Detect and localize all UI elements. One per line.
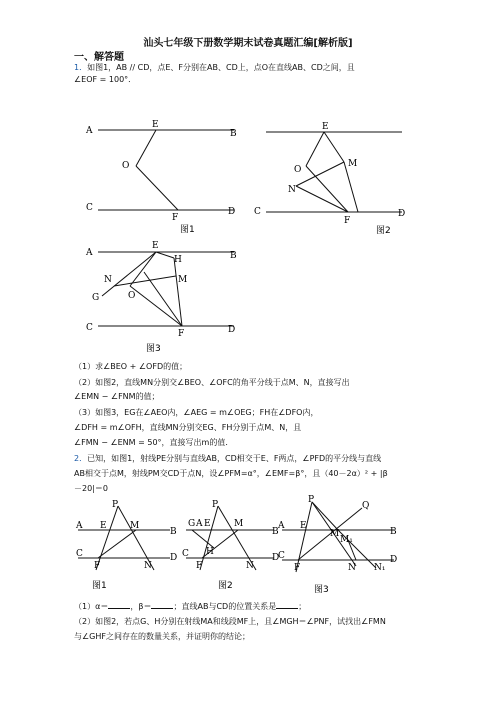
label-f: F <box>294 563 301 573</box>
q1-figure-3 <box>84 240 244 355</box>
label-n: N <box>348 563 356 573</box>
label-c: C <box>86 203 93 213</box>
label-n: N <box>288 185 296 195</box>
q2-figure-2 <box>182 500 282 592</box>
label-f: F <box>94 561 101 571</box>
label-b: B <box>170 527 177 537</box>
label-d: D <box>228 325 236 335</box>
q2-figure-1-caption: 图1 <box>92 581 107 591</box>
label-c: C <box>278 551 285 561</box>
label-b: B <box>390 527 397 537</box>
segment-fm <box>98 530 136 558</box>
q1-number: 1． <box>74 63 88 72</box>
label-f: F <box>196 561 203 571</box>
q1-sub3a: （3）如图3，EG在∠AEO内，∠AEG = m∠OEG；FH在∠DFO内， <box>74 408 319 417</box>
q1-line2: ∠EOF = 100°． <box>74 75 137 84</box>
label-a: A <box>76 521 83 531</box>
label-p: P <box>112 500 119 510</box>
q2-text3: －20|＝0 <box>74 484 108 493</box>
q2-figure-3-caption: 图3 <box>314 585 329 595</box>
relation-answer-blank <box>276 600 298 609</box>
label-c: C <box>76 549 83 559</box>
label-e: E <box>300 521 307 531</box>
section-heading: 一、解答题 <box>74 52 124 63</box>
label-a: A <box>196 519 203 529</box>
q2-sub2a: （2）如图2，若点G、H分别在射线MA和线段MF上，且∠MGH＝∠PNF，试找出∠FMN <box>74 617 386 626</box>
label-q: Q <box>362 501 370 511</box>
label-m: M <box>330 529 340 539</box>
label-o: O <box>128 291 136 301</box>
label-e: E <box>322 122 329 132</box>
label-f: F <box>344 216 351 226</box>
figure-3-caption: 图3 <box>146 344 161 354</box>
label-g: G <box>92 293 100 303</box>
q2-figure-2-caption: 图2 <box>218 581 233 591</box>
q1-sub3c: ∠FMN − ∠ENM = 50°，直接写出m的值． <box>74 438 234 447</box>
label-g: G <box>188 519 196 529</box>
line-mn <box>296 162 344 186</box>
q2-sub1 <box>74 600 306 613</box>
q1-text1: 如图1，AB // CD，点E、F分别在AB、CD上，点O在直线AB、CD之间，且 <box>87 63 355 72</box>
label-h: H <box>174 255 182 265</box>
label-c: C <box>86 323 93 333</box>
label-n: N <box>144 561 152 571</box>
ray-pe <box>296 502 312 572</box>
label-f: F <box>178 329 185 339</box>
label-d: D <box>228 207 236 217</box>
label-c: C <box>182 549 189 559</box>
label-m: M <box>178 275 188 285</box>
label-b: B <box>230 251 237 261</box>
segment-of <box>136 166 178 210</box>
label-e: E <box>152 120 159 130</box>
label-e: E <box>152 241 159 251</box>
label-n: N <box>104 275 112 285</box>
q2-figure-1 <box>74 500 184 592</box>
figure-2-caption: 图2 <box>376 226 391 236</box>
label-a: A <box>278 521 285 531</box>
document-title: 汕头七年级下册数学期末试卷真题汇编[解析版] <box>143 38 353 49</box>
q2-sub1-beta: ，β＝ <box>130 602 152 611</box>
segment-of <box>130 286 182 326</box>
q1-figure-2 <box>254 120 412 236</box>
label-d: D <box>272 553 280 563</box>
segment-eh <box>156 252 174 258</box>
q2-sub1-end: ； <box>298 602 307 611</box>
label-o: O <box>122 161 130 171</box>
alpha-answer-blank <box>108 600 130 609</box>
label-f: F <box>172 213 179 223</box>
label-d: D <box>390 555 398 565</box>
ray-pe <box>200 506 218 570</box>
label-a: A <box>86 126 93 136</box>
ray-pq <box>312 502 338 530</box>
q2-sub1-relation: ；直线AB与CD的位置关系是 <box>173 602 277 611</box>
label-m1: M₁ <box>340 535 353 545</box>
segment-m-down <box>344 162 358 212</box>
label-e: E <box>100 521 107 531</box>
bisector-em <box>324 132 344 162</box>
q2-sub2b: 与∠GHF之间存在的数量关系，并证明你的结论； <box>74 632 250 641</box>
line-mn <box>114 276 176 286</box>
label-h: H <box>206 547 214 557</box>
q1-sub2a: （2）如图2，直线MN分别交∠BEO、∠OFC的角平分线于点M、N，直接写出 <box>74 378 350 387</box>
q1-sub2b: ∠EMN − ∠FNM的值； <box>74 392 160 401</box>
label-a: A <box>86 248 93 258</box>
q1-sub1: （1）求∠BEO + ∠OFD的值； <box>74 362 188 371</box>
q2-text1: 已知，如图1，射线PE分别与直线AB，CD相交于E、F两点，∠PFD的平分线与直线 <box>87 454 382 463</box>
label-n: N <box>246 561 254 571</box>
figure-1-caption: 图1 <box>180 225 195 235</box>
q2-text2: AB相交于点M，射线PM交CD于点N，设∠PFM=α°，∠EMF=β°，且（40－2α）² + |β <box>74 469 388 478</box>
label-m: M <box>130 521 140 531</box>
segment-of <box>306 166 348 212</box>
label-e: E <box>204 519 211 529</box>
q2-figure-3 <box>278 496 402 596</box>
q1-figure-1 <box>84 118 244 235</box>
q2-sub1-alpha: （1）α＝ <box>74 602 109 611</box>
label-d: D <box>170 553 178 563</box>
q2-number: 2． <box>74 454 88 463</box>
label-b: B <box>272 527 279 537</box>
bisector-fn <box>296 186 348 212</box>
q2-line1 <box>74 453 381 465</box>
q1-sub3b: ∠DFH = m∠OFH，直线MN分别交EG、FH分别于点M、N，且 <box>74 423 302 432</box>
label-b: B <box>230 129 237 139</box>
label-c: C <box>254 207 261 217</box>
label-m: M <box>234 519 244 529</box>
beta-answer-blank <box>151 600 173 609</box>
segment-eo <box>136 130 156 166</box>
label-m: M <box>348 159 358 169</box>
segment-eo <box>306 132 324 166</box>
ray-eg <box>102 252 156 296</box>
label-p: P <box>308 495 315 505</box>
label-n1: N₁ <box>374 563 386 573</box>
label-p: P <box>212 500 219 510</box>
q1-line1 <box>74 62 355 74</box>
label-o: O <box>294 165 302 175</box>
label-d: D <box>398 209 406 219</box>
